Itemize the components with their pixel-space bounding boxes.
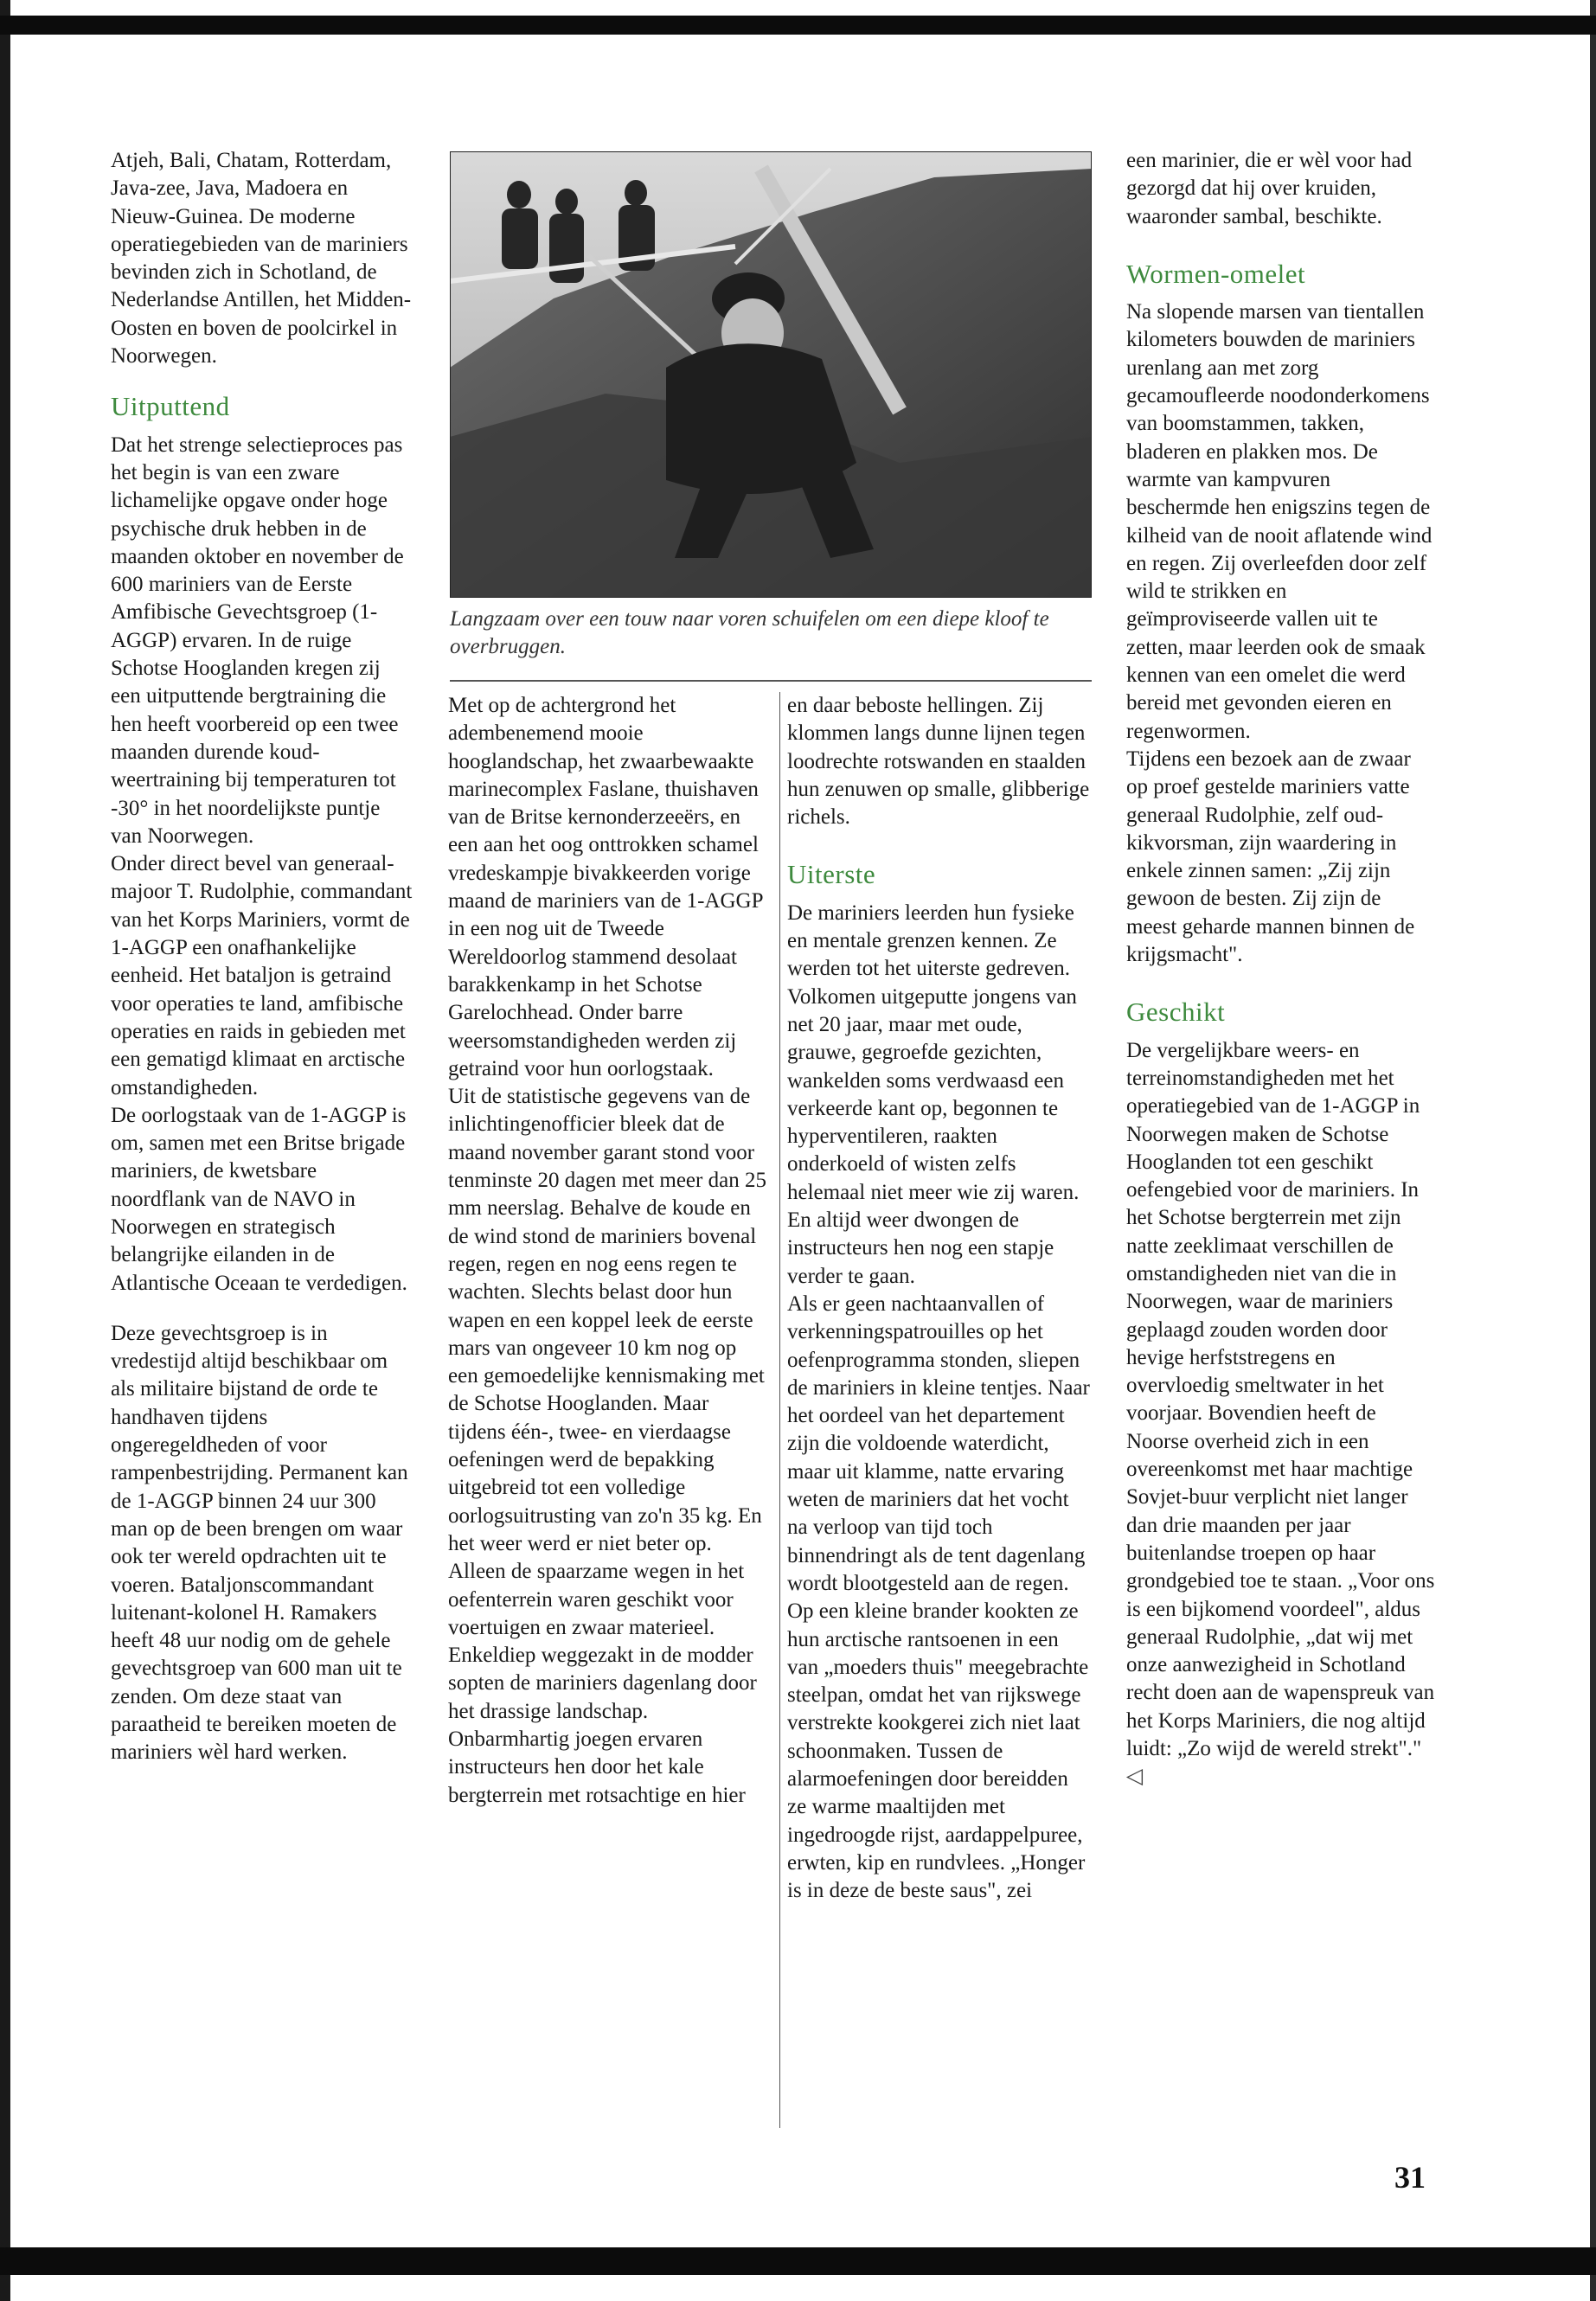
paragraph: Atjeh, Bali, Chatam, Rotterdam, Java-zee, Java, Madoera en Nieuw-Guinea. De moderne operatiegebieden van de mariniers bevinden zich in Schotland, de Nederlandse Antillen, het Midden-Oosten en boven de poolcirkel in Noorwegen. — [111, 149, 412, 369]
paragraph: Uit de statistische gegevens van de inlichtingenofficier bleek dat de maand november garant stond voor tenminste 20 dagen met meer dan 25 mm neerslag. Behalve de koude en de wind stond de mariniers bovenal regen, regen en nog eens regen te wachten. Slechts belast door hun wapen en een koppel leek de eerste mars van ongeveer 10 km nog op een gemoedelijke kennismaking met de Schotse Hooglanden. Maar tijdens één-, twee- en vierdaagse oefeningen werd de bepakking uitgebreid tot een volledige oorlogsuitrusting van zo'n 35 kg. En het weer werd er niet beter op. Alleen de spaarzame wegen in het oefenterrein waren geschikt voor voertuigen en zwaar materieel. Enkeldiep weggezakt in de modder sopten de mariniers dagenlang door het drassige landschap. Onbarmhartig joegen ervaren instructeurs hen door het kale bergterrein met rotsachtige en hier — [448, 1085, 766, 1807]
section-heading-geschikt: Geschikt — [1126, 997, 1226, 1028]
paragraph: Als er geen nachtaanvallen of verkenningspatrouilles op het oefenprogramma stonden, sliepen de mariniers in kleine tentjes. Naar het oordeel van het departement zijn die voldoende waterdicht, maar uit klamme, natte ervaring weten de mariniers dat het vocht na verloop van tijd toch binnendringt als de tent dagenlang wordt blootgesteld aan de regen. Op een kleine brander kookten ze hun arctische rantsoenen in een van „moeders thuis" meegebrachte steelpan, omdat het van rijkswege verstrekte kookgerei zich niet laat schoonmaken. Tussen de alarmoefeningen door bereidden ze warme maaltijden met ingedroogde rijst, aardappelpuree, erwten, kip en rundvlees. „Honger is in deze de beste saus", zei — [787, 1292, 1090, 1903]
paragraph: De mariniers leerden hun fysieke en mentale grenzen kennen. Ze werden tot het uiterste gedreven. Volkomen uitgeputte jongens van net 20 jaar, maar met oude, grauwe, gegroefde gezichten, wankelden soms verdwaasd een verkeerde kant op, begonnen te hyperventileren, raakten onderkoeld of wisten zelfs helemaal niet meer wie zij waren. En altijd weer dwongen de instructeurs hen nog een stapje verder te gaan. — [787, 901, 1080, 1288]
photo-caption: Langzaam over een touw naar voren schuifelen om een diepe kloof te overbruggen. — [450, 607, 1049, 658]
section-heading-uiterste: Uiterste — [787, 859, 876, 890]
end-mark-icon: ◁ — [1126, 1765, 1144, 1789]
caption-rule — [450, 680, 1092, 682]
bottom-black-bar — [0, 2247, 1596, 2275]
paragraph: Onder direct bevel van generaal-majoor T. Rudolphie, commandant van het Korps Mariniers, vormt de 1-AGGP een onafhankelijke eenheid. Het bataljon is getraind voor operaties te land, amfibische operaties en raids in gebieden met een gematigd klimaat en arctische omstandigheden. — [111, 852, 413, 1099]
paragraph: Deze gevechtsgroep is in vredestijd altijd beschikbaar om als militaire bijstand de orde te handhaven tijdens ongeregeldheden of voor rampenbestrijding. Permanent kan de 1-AGGP binnen 24 uur 300 man op de been brengen om waar ook ter wereld opdrachten uit te voeren. Bataljonscommandant luitenant-kolonel H. Ramakers heeft 48 uur nodig om de gehele gevechtsgroep van 600 man uit te zenden. Om deze staat van paraatheid te bereiken moeten de mariniers wèl hard werken. — [111, 1321, 408, 1765]
paragraph: Tijdens een bezoek aan de zwaar op proef gestelde mariniers vatte generaal Rudolphie, zelf oud-kikvorsman, zijn waardering in enkele zinnen samen: „Zij zijn gewoon de besten. Zij zijn de meest geharde mannen binnen de krijgsmacht". — [1126, 747, 1415, 967]
scan-edge-right — [1590, 0, 1596, 2301]
top-black-bar — [0, 16, 1596, 35]
scan-edge-left — [0, 0, 10, 2301]
paragraph: en daar beboste hellingen. Zij klommen langs dunne lijnen tegen loodrechte rotswanden en staalden hun zenuwen op smalle, glibberige richels. — [787, 694, 1090, 830]
paragraph: De oorlogstaak van de 1-AGGP is om, samen met een Britse brigade mariniers, de kwetsbare noordflank van de NAVO in Noorwegen en strategisch belangrijke eilanden in de Atlantische Oceaan te verdedigen. — [111, 1103, 407, 1295]
paragraph: Dat het strenge selectieproces pas het begin is van een zware lichamelijke opgave onder hoge psychische druk hebben in de maanden oktober en november de 600 mariniers van de Eerste Amfibische Gevechtsgroep (1-AGGP) ervaren. In de ruige Schotse Hooglanden kregen zij een uitputtende bergtraining die hen heeft voorbereid op een twee maanden durende koud-weertraining bij temperaturen tot -30° in het noordelijkste puntje van Noorwegen. — [111, 433, 404, 848]
paragraph-last — [1126, 1037, 1436, 1791]
text-column-3 — [787, 692, 1090, 1905]
article-photo — [450, 151, 1092, 598]
paragraph: een marinier, die er wèl voor had gezorgd dat hij over kruiden, waaronder sambal, beschikte. — [1126, 149, 1413, 228]
column-rule — [779, 692, 780, 2128]
page-number: 31 — [1394, 2160, 1426, 2195]
section-heading-wormen-omelet: Wormen-omelet — [1126, 258, 1306, 289]
text-column-1 — [111, 147, 413, 1767]
paragraph: Met op de achtergrond het adembenemend mooie hooglandschap, het zwaarbewaakte marinecomplex Faslane, thuishaven van de Britse kernonderzeeërs, en een aan het oog onttrokken schamel vredeskampje bivakkeerden vorige maand de mariniers van de 1-AGGP in een nog uit de Tweede Wereldoorlog stammend desolaat barakkenkamp in het Schotse Garelochhead. Onder barre weersomstandigheden werden zij getraind voor hun oorlogstaak. — [448, 694, 763, 1080]
section-heading-uitputtend: Uitputtend — [111, 391, 230, 422]
paragraph-text: De vergelijkbare weers- en terreinomstandigheden met het operatiegebied van de 1-AGGP in Noorwegen maken de Schotse Hooglanden tot een geschikt oefengebied voor de mariniers. In het Schotse bergterrein met zijn natte zeeklimaat verschillen de omstandigheden niet van die in Noorwegen, waar de mariniers geplaagd zouden worden door hevige herfststregens en overvloedig smeltwater in het voorjaar. Bovendien heeft de Noorse overheid zich in een overeenkomst met haar machtige Sovjet-buur verplicht niet langer dan drie maanden per jaar buitenlandse troepen op haar grondgebied toe te staan. „Voor ons is een bijkomend voordeel", aldus generaal Rudolphie, „dat wij met onze aanwezigheid in Schotland recht doen aan de wapenspreuk van het Korps Mariniers, die nog altijd luidt: „Zo wijd de wereld strekt"." — [1126, 1038, 1435, 1761]
paragraph: Na slopende marsen van tientallen kilometers bouwden de mariniers urenlang aan met zorg gecamoufleerde noodonderkomens van boomstammen, takken, bladeren en plakken mos. De warmte van kampvuren beschermde hen enigszins tegen de kilheid van de nooit aflatende wind en regen. Zij overleefden door zelf wild te strikken en geïmproviseerde vallen uit te zetten, maar leerden ook de smaak kennen van een omelet die werd bereid met gevonden eieren en regenwormen. — [1126, 300, 1433, 743]
text-column-4 — [1126, 147, 1436, 1791]
text-column-2 — [448, 692, 770, 1810]
photo-illustration — [450, 151, 1092, 598]
